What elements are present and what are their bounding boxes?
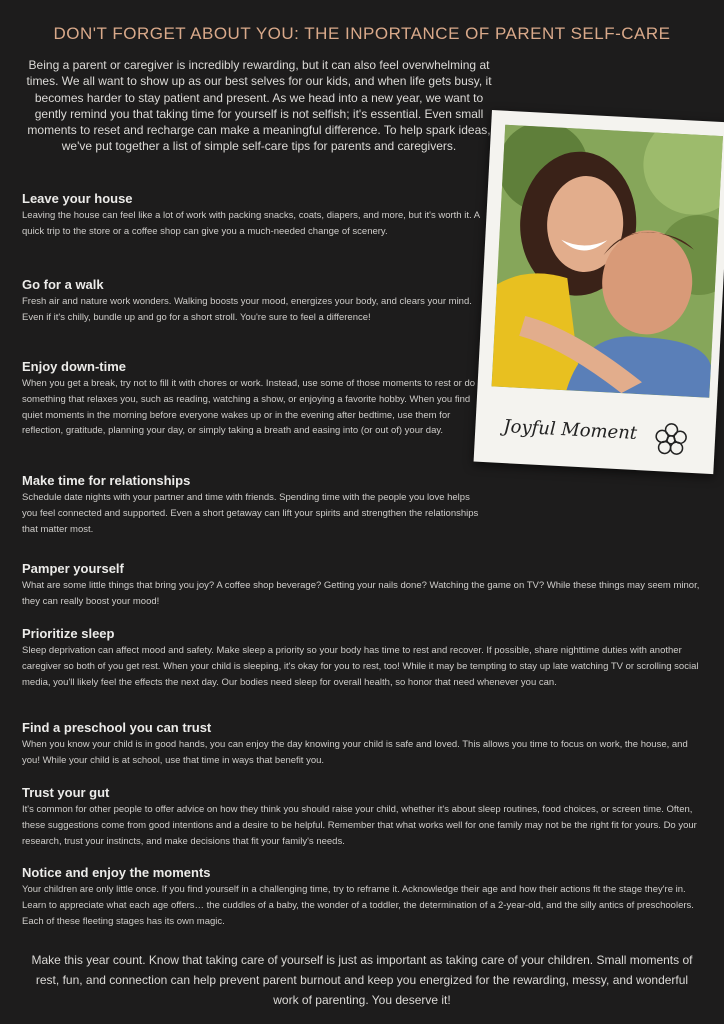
section-trust-your-gut [22, 785, 702, 849]
section-pamper-yourself [22, 561, 702, 610]
section-body: When you know your child is in good hands, you can enjoy the day knowing your child is safe and loved. This allows you time to focus on work, the house, and you! While your child is at school, use that time in ways that benefit you. [22, 739, 688, 766]
intro-paragraph: Being a parent or caregiver is incredibly rewarding, but it can also feel overwhelming at times. We all want to show up as our best selves for our kids, and when life gets busy, it becomes harder to stay patient and present. As we head into a new year, we want to gently remind you that taking time for yourself is not selfish; it's essential. Even small moments to reset and recharge can make a meaningful difference. To help spark ideas, we've put together a list of simple self-care tips for parents and caregivers. [26, 58, 492, 154]
section-go-for-a-walk [22, 277, 484, 326]
page-title: DON'T FORGET ABOUT YOU: THE INPORTANCE OF PARENT SELF-CARE [53, 24, 671, 43]
section-heading: Find a preschool you can trust [22, 720, 212, 735]
section-body: Schedule date nights with your partner and time with friends. Spending time with the people you love helps you feel connected and supported. Even a short getaway can lift your spirits and strengthen the relationships that matter most. [22, 492, 479, 535]
section-heading: Make time for relationships [22, 473, 191, 488]
section-body: Fresh air and nature work wonders. Walking boosts your mood, energizes your body, and clears your mind. Even if it's chilly, bundle up and go for a short stroll. You're sure to feel a difference! [22, 296, 472, 323]
section-leave-your-house [22, 191, 484, 240]
section-enjoy-down-time [22, 359, 484, 439]
section-body: Sleep deprivation can affect mood and safety. Make sleep a priority so your body has time to rest and recover. If possible, share nighttime duties with another caregiver so both of you get rest. When your child is sleeping, it's okay for you to rest, too! While it may be tempting to stay up late watching TV or scrolling social media, you'll likely feel the effects the next day. Our bodies need sleep for overall health, so honor that need whenever you can. [22, 645, 699, 688]
section-body: What are some little things that bring you joy? A coffee shop beverage? Getting your nails done? Watching the game on TV? While these things may seem minor, they can really boost your mood! [22, 580, 700, 607]
section-notice-and-enjoy [22, 865, 702, 929]
section-heading: Go for a walk [22, 277, 104, 292]
section-heading: Trust your gut [22, 785, 110, 800]
section-heading: Leave your house [22, 191, 133, 206]
polaroid-photo-frame [474, 110, 724, 474]
section-body: It's common for other people to offer advice on how they think you should raise your child, whether it's about sleep routines, food choices, or screen time. Often, these suggestions come from good intentions and a desire to be helpful. Remember that what works well for one family may not be the right fit for yours. Do your research, trust your instincts, and make decisions that fit your family's needs. [22, 804, 697, 847]
section-prioritize-sleep [22, 626, 702, 690]
photo-caption: Joyful Moment [502, 416, 638, 445]
couple-illustration [492, 125, 723, 398]
section-body: Your children are only little once. If you find yourself in a challenging time, try to reframe it. Acknowledge their age and how their actions fit the stage they're in. Learn to appreciate what each age offers… the cuddles of a baby, the wonder of a toddler, the determination of a 2-year-old, and the silly antics of preschoolers. Each of these fleeting stages has its own magic. [22, 884, 694, 927]
section-heading: Prioritize sleep [22, 626, 115, 641]
section-body: When you get a break, try not to fill it with chores or work. Instead, use some of those moments to rest or do something that relaxes you, such as reading, watching a show, or enjoying a favorite hobby. When you find quiet moments in the morning before everyone wakes up or in the evening after bedtime, use them for reflection, gratitude, planning your day, or simply taking a breath and easing into (or out of) your day. [22, 378, 476, 437]
section-make-time-for-relationships [22, 473, 484, 537]
section-heading: Enjoy down-time [22, 359, 126, 374]
section-body: Leaving the house can feel like a lot of work with packing snacks, coats, diapers, and more, but it's worth it. A quick trip to the store or a coffee shop can give you a much-needed change of scenery. [22, 210, 480, 237]
closing-paragraph: Make this year count. Know that taking care of yourself is just as important as taking care of your children. Small moments of rest, fun, and connection can help prevent parent burnout and keep you energized for the rewarding, messy, and wonderful work of parenting. You deserve it! [31, 953, 693, 1007]
family-photo [492, 125, 723, 398]
flower-icon [652, 421, 690, 459]
section-heading: Notice and enjoy the moments [22, 865, 211, 880]
section-heading: Pamper yourself [22, 561, 124, 576]
section-find-a-preschool [22, 720, 702, 769]
